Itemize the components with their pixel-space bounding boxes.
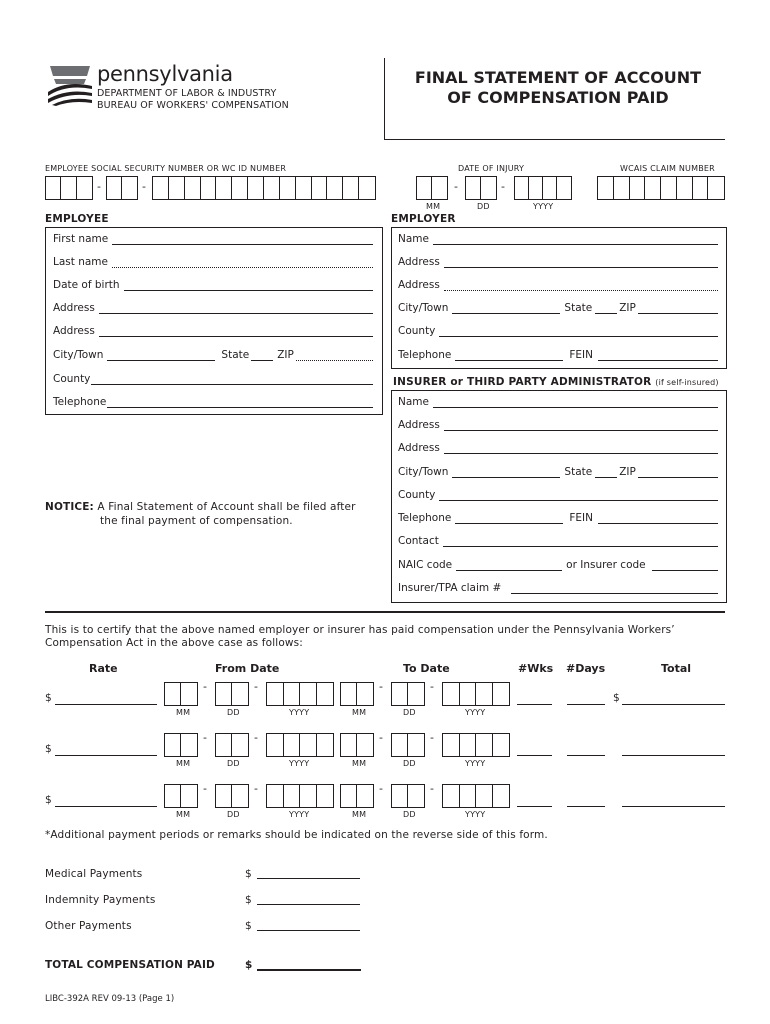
to-yyyy-label-3: YYYY (465, 810, 486, 819)
employer-address1-label: Address (398, 256, 440, 268)
ssn-dash-2: - (142, 180, 146, 193)
employee-heading: EMPLOYEE (45, 213, 109, 225)
date-dash-3-1: - (203, 782, 207, 795)
to-dd-label-1: DD (403, 708, 416, 717)
other-amount-field[interactable] (257, 930, 360, 931)
employer-name-label: Name (398, 233, 429, 245)
insurer-city-row[interactable] (398, 466, 718, 478)
date-dash-2-4: - (430, 731, 434, 744)
agency-bureau: BUREAU OF WORKERS' COMPENSATION (97, 100, 289, 111)
col-rate: Rate (89, 662, 118, 675)
from-dd-label-1: DD (227, 708, 240, 717)
wks-field-1[interactable] (517, 704, 552, 705)
insurer-fein-label: FEIN (569, 512, 593, 524)
date-dash-2-1: - (203, 731, 207, 744)
notice-line1 (45, 500, 380, 514)
rate-dollar-2: $ (45, 743, 52, 755)
from-yyyy-field-1[interactable] (266, 682, 334, 706)
header-divider-horizontal (384, 139, 725, 140)
employee-telephone-label: Telephone (53, 396, 107, 408)
to-dd-field-3[interactable] (391, 784, 425, 808)
employer-city-label: City/Town (398, 302, 449, 314)
doi-mm[interactable] (416, 176, 448, 200)
to-mm-label-1: MM (352, 708, 367, 717)
form-title (388, 68, 728, 108)
total-amount-field[interactable] (257, 969, 361, 971)
insurer-telephone-label: Telephone (398, 512, 452, 524)
total-dollar: $ (245, 959, 253, 971)
col-days: #Days (566, 662, 606, 675)
from-dd-field-3[interactable] (215, 784, 249, 808)
rate-field-3[interactable] (55, 806, 157, 807)
employer-county-label: County (398, 325, 436, 337)
insurer-heading (393, 376, 719, 388)
to-mm-field-1[interactable] (340, 682, 374, 706)
date-dash-2-3: - (379, 731, 383, 744)
employee-county-label: County (53, 373, 91, 385)
total-label: TOTAL COMPENSATION PAID (45, 959, 215, 971)
insurer-claim-row[interactable] (398, 582, 718, 594)
doi-dd[interactable] (465, 176, 497, 200)
employee-address1-row[interactable] (53, 302, 373, 314)
form-title-line2: OF COMPENSATION PAID (447, 88, 669, 107)
section-separator (45, 611, 725, 613)
insurer-heading-note: (if self-insured) (655, 378, 719, 387)
form-title-line1: FINAL STATEMENT OF ACCOUNT (414, 68, 702, 87)
certify-text (45, 624, 735, 650)
insurer-county-label: County (398, 489, 436, 501)
indemnity-dollar: $ (245, 894, 252, 906)
employer-address2-label: Address (398, 279, 440, 291)
wcais-field[interactable] (597, 176, 725, 200)
doi-dd-label: DD (477, 202, 490, 211)
from-mm-label-1: MM (176, 708, 191, 717)
from-yyyy-field-3[interactable] (266, 784, 334, 808)
employer-state-label: State (564, 302, 593, 314)
date-dash-1-3: - (379, 680, 383, 693)
header-divider-vertical (384, 58, 385, 140)
notice-text-line1: A Final Statement of Account shall be filed after (97, 501, 356, 513)
from-dd-field-1[interactable] (215, 682, 249, 706)
insurer-telephone-row[interactable] (398, 512, 718, 524)
employee-last-name-row[interactable] (53, 256, 373, 268)
rate-dollar-1: $ (45, 692, 52, 704)
to-dd-label-2: DD (403, 759, 416, 768)
other-dollar: $ (245, 920, 252, 932)
col-from-date: From Date (215, 662, 280, 675)
employer-fein-label: FEIN (569, 349, 593, 361)
wks-field-3[interactable] (517, 806, 552, 807)
employer-city-row[interactable] (398, 302, 718, 314)
insurer-address2-row[interactable] (398, 442, 718, 454)
employee-state-label: State (221, 349, 250, 361)
employee-city-row[interactable] (53, 349, 373, 361)
to-mm-field-2[interactable] (340, 733, 374, 757)
from-mm-label-3: MM (176, 810, 191, 819)
medical-dollar: $ (245, 868, 252, 880)
employer-heading: EMPLOYER (391, 213, 456, 225)
total-dollar-1: $ (613, 692, 620, 704)
date-dash-1-4: - (430, 680, 434, 693)
from-mm-field-2[interactable] (164, 733, 198, 757)
medical-label: Medical Payments (45, 868, 143, 880)
insurer-contact-row[interactable] (398, 535, 718, 547)
insurer-state-label: State (564, 466, 593, 478)
from-mm-label-2: MM (176, 759, 191, 768)
doi-dash-1: - (454, 180, 458, 193)
days-field-2[interactable] (567, 755, 605, 756)
employee-address2-label: Address (53, 325, 95, 337)
employee-county-row[interactable] (53, 373, 373, 385)
indemnity-amount-field[interactable] (257, 904, 360, 905)
notice-text-line2: the final payment of compensation. (100, 515, 293, 527)
employee-address1-label: Address (53, 302, 95, 314)
to-mm-field-3[interactable] (340, 784, 374, 808)
other-label: Other Payments (45, 920, 132, 932)
rate-dollar-3: $ (45, 794, 52, 806)
col-total: Total (661, 662, 692, 675)
to-dd-field-2[interactable] (391, 733, 425, 757)
insurer-claim-label: Insurer/TPA claim # (398, 582, 502, 594)
from-yyyy-label-3: YYYY (289, 810, 310, 819)
from-yyyy-label-1: YYYY (289, 708, 310, 717)
doi-label: DATE OF INJURY (458, 164, 525, 173)
employee-dob-row[interactable] (53, 279, 373, 291)
employee-address2-row[interactable] (53, 325, 373, 337)
remark: *Additional payment periods or remarks should be indicated on the reverse side of this form. (45, 829, 548, 841)
insurer-heading-text: INSURER or THIRD PARTY ADMINISTRATOR (393, 376, 652, 388)
insurer-city-label: City/Town (398, 466, 449, 478)
total-field-3[interactable] (622, 806, 725, 807)
insurer-name-row[interactable] (398, 396, 718, 408)
to-yyyy-field-3[interactable] (442, 784, 510, 808)
employer-telephone-row[interactable] (398, 349, 718, 361)
notice-label: NOTICE: (45, 501, 94, 513)
agency-brand: pennsylvania (97, 62, 233, 86)
from-dd-label-3: DD (227, 810, 240, 819)
days-field-1[interactable] (567, 704, 605, 705)
doi-yyyy-label: YYYY (533, 202, 554, 211)
insurer-zip-label: ZIP (619, 466, 636, 478)
insurer-county-row[interactable] (398, 489, 718, 501)
employee-first-name-row[interactable] (53, 233, 373, 245)
date-dash-2-2: - (254, 731, 258, 744)
employer-name-row[interactable] (398, 233, 718, 245)
rate-field-1[interactable] (55, 704, 157, 705)
keystone-logo-icon (46, 62, 94, 106)
employee-zip-label: ZIP (277, 349, 294, 361)
from-yyyy-field-2[interactable] (266, 733, 334, 757)
to-yyyy-label-1: YYYY (465, 708, 486, 717)
days-field-3[interactable] (567, 806, 605, 807)
employee-dob-label: Date of birth (53, 279, 120, 291)
from-yyyy-label-2: YYYY (289, 759, 310, 768)
to-mm-label-2: MM (352, 759, 367, 768)
wcais-label: WCAIS CLAIM NUMBER (620, 164, 715, 173)
date-dash-1-1: - (203, 680, 207, 693)
certify-line2: Compensation Act in the above case as follows: (45, 637, 303, 649)
insurer-naic-label: NAIC code (398, 559, 453, 571)
wks-field-2[interactable] (517, 755, 552, 756)
insurer-address2-label: Address (398, 442, 440, 454)
doi-dash-2: - (501, 180, 505, 193)
employee-first-name-label: First name (53, 233, 109, 245)
insurer-address1-label: Address (398, 419, 440, 431)
doi-mm-label: MM (426, 202, 441, 211)
insurer-code-label: or Insurer code (566, 559, 646, 571)
from-dd-field-2[interactable] (215, 733, 249, 757)
col-to-date: To Date (403, 662, 450, 675)
employer-county-row[interactable] (398, 325, 718, 337)
ssn-dash-1: - (97, 180, 101, 193)
to-mm-label-3: MM (352, 810, 367, 819)
medical-amount-field[interactable] (257, 878, 360, 879)
insurer-naic-row[interactable] (398, 559, 718, 571)
total-field-1[interactable] (622, 704, 725, 705)
from-mm-field-1[interactable] (164, 682, 198, 706)
employer-zip-label: ZIP (619, 302, 636, 314)
total-field-2[interactable] (622, 755, 725, 756)
doi-yyyy[interactable] (514, 176, 572, 200)
to-yyyy-field-2[interactable] (442, 733, 510, 757)
insurer-contact-label: Contact (398, 535, 439, 547)
from-mm-field-3[interactable] (164, 784, 198, 808)
employee-city-label: City/Town (53, 349, 104, 361)
col-wks: #Wks (518, 662, 554, 675)
employer-address2-row[interactable] (398, 279, 718, 291)
form-footer: LIBC-392A REV 09-13 (Page 1) (45, 994, 175, 1004)
notice (45, 500, 380, 528)
to-dd-label-3: DD (403, 810, 416, 819)
to-yyyy-field-1[interactable] (442, 682, 510, 706)
indemnity-label: Indemnity Payments (45, 894, 156, 906)
employer-box (391, 227, 727, 369)
employee-telephone-row[interactable] (53, 396, 373, 408)
date-dash-3-4: - (430, 782, 434, 795)
certify-line1: This is to certify that the above named employer or insurer has paid compensation under the Pennsylvania Workers’ (45, 624, 675, 636)
ssn-group-3[interactable] (152, 176, 376, 200)
insurer-name-label: Name (398, 396, 429, 408)
rate-field-2[interactable] (55, 755, 157, 756)
agency-logo (46, 62, 94, 106)
employee-last-name-label: Last name (53, 256, 108, 268)
agency-department: DEPARTMENT OF LABOR & INDUSTRY (97, 88, 277, 99)
employer-telephone-label: Telephone (398, 349, 452, 361)
to-dd-field-1[interactable] (391, 682, 425, 706)
date-dash-1-2: - (254, 680, 258, 693)
employer-address1-row[interactable] (398, 256, 718, 268)
ssn-group-2[interactable] (106, 176, 138, 200)
date-dash-3-2: - (254, 782, 258, 795)
ssn-group-1[interactable] (45, 176, 93, 200)
insurer-address1-row[interactable] (398, 419, 718, 431)
from-dd-label-2: DD (227, 759, 240, 768)
ssn-label: EMPLOYEE SOCIAL SECURITY NUMBER OR WC ID NUMBER (45, 164, 287, 173)
date-dash-3-3: - (379, 782, 383, 795)
to-yyyy-label-2: YYYY (465, 759, 486, 768)
